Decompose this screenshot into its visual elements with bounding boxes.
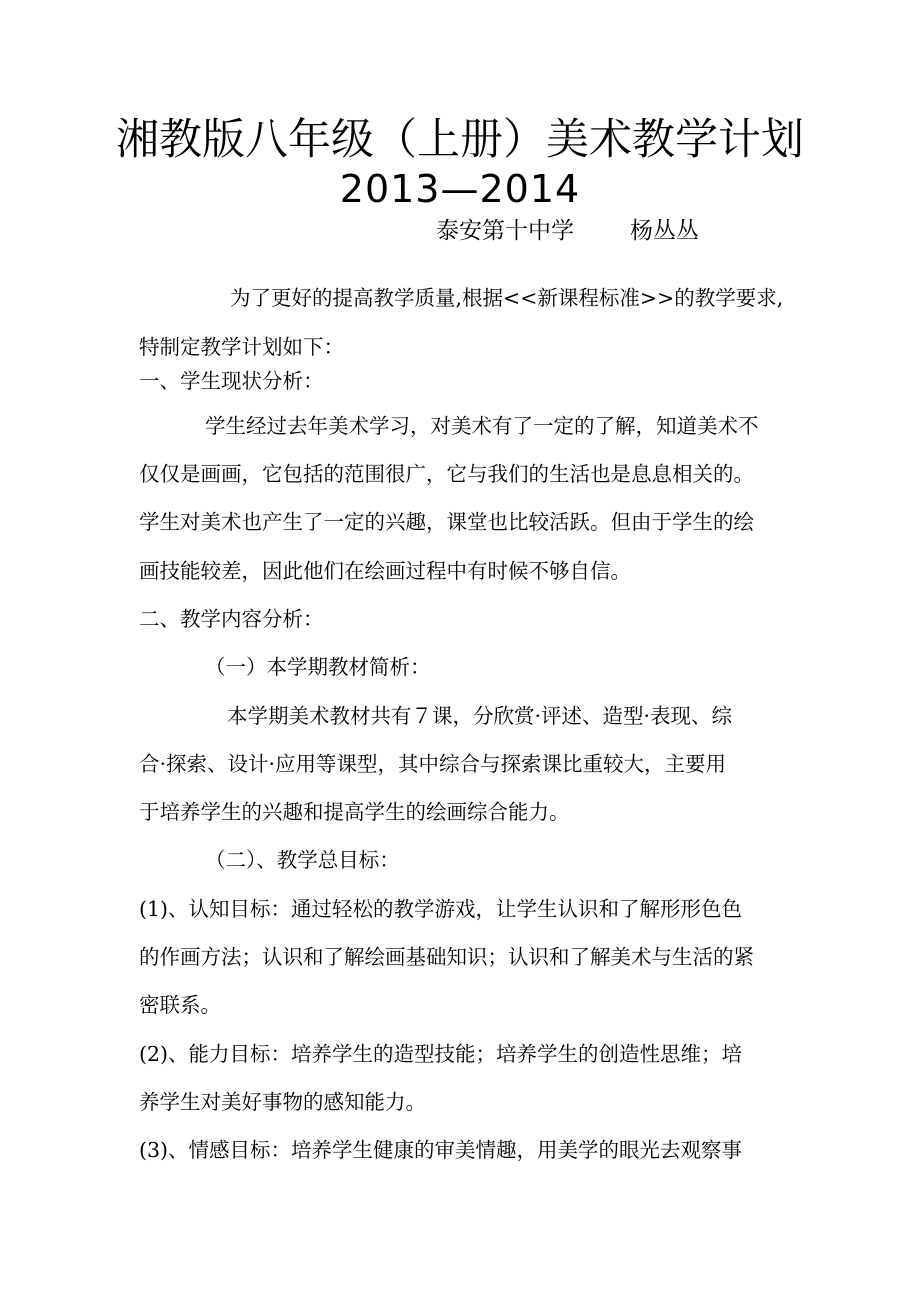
section-heading-2: 二、教学内容分析：: [139, 607, 324, 631]
goal-line: (1)、认知目标：通过轻松的教学游戏，让学生认识和了解形形色色: [139, 897, 743, 921]
paragraph-line: 学生经过去年美术学习，对美术有了一定的了解，知道美术不: [205, 414, 759, 438]
year-range: 2013—2014: [339, 167, 581, 211]
goal-line: 的作画方法；认识和了解绘画基础知识；认识和了解美术与生活的紧: [139, 945, 754, 969]
author-name: 杨丛丛: [630, 218, 699, 244]
paragraph-line: 学生对美术也产生了一定的兴趣，课堂也比较活跃。但由于学生的绘: [139, 510, 754, 534]
paragraph-line: 合·探索、设计·应用等课型，其中综合与探索课比重较大，主要用: [139, 752, 727, 776]
goal-line: 密联系。: [139, 993, 221, 1017]
section-heading-1: 一、学生现状分析：: [139, 369, 324, 393]
subsection-heading-2: （二）、教学总目标：: [205, 848, 400, 872]
school-name: 泰安第十中学: [436, 218, 574, 244]
intro-line-2: 特制定教学计划如下：: [139, 335, 344, 359]
paragraph-line: 画技能较差，因此他们在绘画过程中有时候不够自信。: [139, 559, 631, 583]
document-title: 湘教版八年级（上册）美术教学计划: [116, 115, 804, 165]
subsection-heading-1: （一）本学期教材简析：: [205, 655, 431, 679]
intro-line-1: 为了更好的提高教学质量,根据<<新课程标准>>的教学要求,: [230, 286, 784, 310]
paragraph-line: 仅仅是画画，它包括的范围很广，它与我们的生活也是息息相关的。: [139, 462, 754, 486]
goal-line: (2)、能力目标：培养学生的造型技能；培养学生的创造性思维；培: [139, 1042, 743, 1066]
paragraph-line: 本学期美术教材共有７课，分欣赏·评述、造型·表现、综: [227, 704, 733, 728]
paragraph-line: 于培养学生的兴趣和提高学生的绘画综合能力。: [139, 800, 570, 824]
author-line: [436, 213, 699, 249]
goal-line: 养学生对美好事物的感知能力。: [139, 1090, 426, 1114]
goal-line: (3)、情感目标：培养学生健康的审美情趣，用美学的眼光去观察事: [139, 1138, 743, 1162]
